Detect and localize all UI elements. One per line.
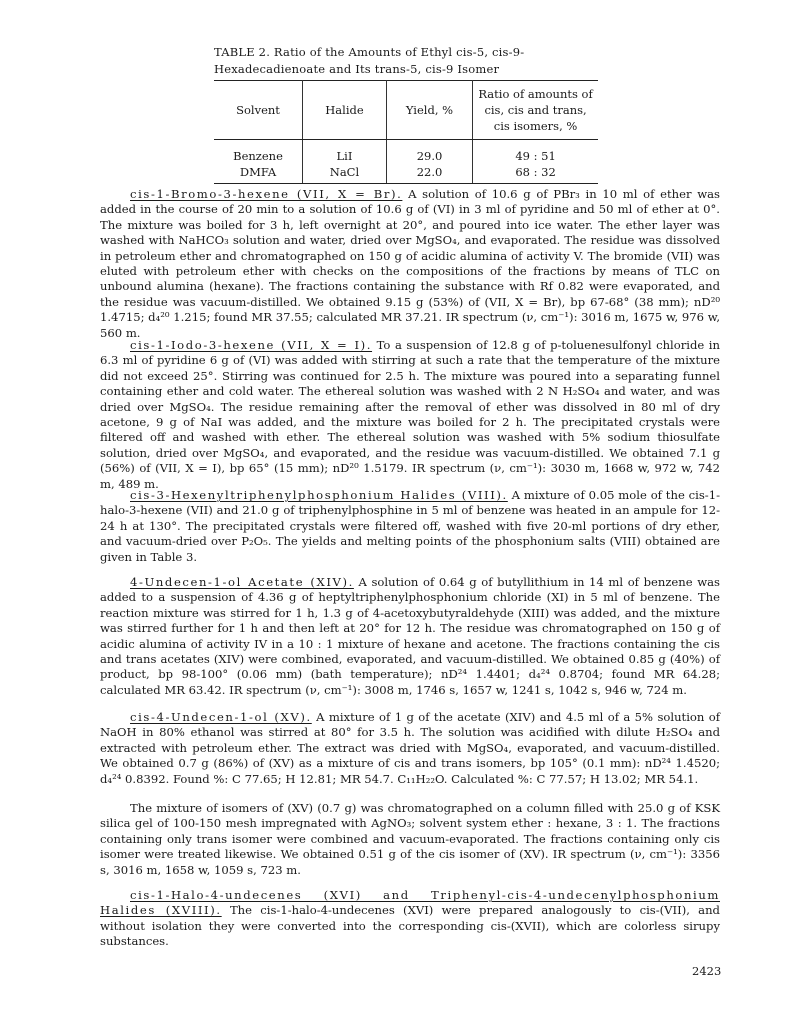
header-ratio: Ratio of amounts of cis, cis and trans, cis isomers, %: [473, 81, 598, 140]
table-cell: DMFA: [214, 164, 303, 184]
paragraph-heading: 4-Undecen-1-ol Acetate (XIV).: [130, 575, 354, 589]
table-cell: 68 : 32: [473, 164, 598, 184]
table-cell: 29.0: [386, 140, 472, 165]
page-number: 2423: [692, 964, 722, 978]
header-yield: Yield, %: [386, 81, 472, 140]
paragraph-haloundecenes: [100, 888, 720, 950]
paragraph-text: The cis-1-halo-4-undecenes (XVI) were prepared analogously to cis-(VII), and without isolation they were converted into the corresponding cis-(XVII), which are colorless sirupy substances.: [100, 903, 720, 949]
table-cell: 49 : 51: [515, 149, 556, 163]
paragraph-isomer-separation: [100, 801, 720, 878]
paragraph-text: A solution of 10.6 g of PBr₃ in 10 ml of ether was added in the course of 20 min to a solution of 10.6 g of (VI) in 3 ml of pyridine and 50 ml of ether at 0°. The mixture was boiled for 3 h, left overnight at 20°, and poured into ice water. The ether layer was washed with NaHCO₃ solution and water, dried over MgSO₄, and evaporated. The residue was dissolved in petroleum ether and chromatographed on 150 g of acidic alumina of activity V. The bromide (VII) was eluted with petroleum ether with checks on the compositions of the fractions by means of TLC on unbound alumina (hexane). The fractions containing the substance with Rf 0.82 were evaporated, and the residue was vacuum-distilled. We obtained 9.15 g (53%) of (VII, X = Br), bp 67-68° (38 mm); nD²⁰ 1.4715; d₄²⁰ 1.215; found MR 37.55; calculated MR 37.21. IR spectrum (ν, cm⁻¹): 3016 m, 1675 w, 976 w, 560 m.: [100, 187, 721, 340]
paragraph-heading: cis-4-Undecen-1-ol (XV).: [130, 710, 312, 724]
paragraph-iodohexene: [100, 338, 720, 492]
table-cell: NaCl: [303, 164, 387, 184]
paragraph-text: A mixture of 0.05 mole of the cis-1-halo-3-hexene (VII) and 21.0 g of triphenylphosphine in 5 ml of benzene was heated in an ampule for 12-24 h at 130°. The precipitated crystals were filtered off, washed with five 20-ml portions of dry ether, and vacuum-dried over P₂O₅. The yields and melting points of the phosphonium salts (VIII) obtained are given in Table 3.: [100, 488, 721, 564]
table-cell: LiI: [303, 140, 387, 165]
header-halide: Halide: [303, 81, 387, 140]
table-cell: 22.0: [386, 164, 472, 184]
paragraph-text: A solution of 0.64 g of butyllithium in 14 ml of benzene was added to a suspension of 4.36 g of heptyltriphenylphosphonium chloride (XI) in 5 ml of benzene. The reaction mixture was stirred for 1 h, 1.3 g of 4-acetoxybutyraldehyde (XIII) was added, and the mixture was stirred further for 1 h and then left at 20° for 12 h. The residue was chromatographed on 150 g of acidic alumina of activity IV in a 10 : 1 mixture of hexane and acetone. The fractions containing the cis and trans acetates (XIV) were combined, evaporated, and vacuum-distilled. We obtained 0.85 g (40%) of product, bp 98-100° (0.06 mm) (bath temperature); nD²⁴ 1.4401; d₄²⁴ 0.8704; found MR 64.28; calculated MR 63.42. IR spectrum (ν, cm⁻¹): 3008 m, 1746 s, 1657 w, 1241 s, 1042 s, 946 w, 724 m.: [100, 575, 721, 697]
table-header-row: [214, 81, 598, 140]
header-solvent: Solvent: [214, 81, 303, 140]
table-row: [214, 140, 598, 165]
paragraph-text: A mixture of 1 g of the acetate (XIV) and 4.5 ml of a 5% solution of NaOH in 80% ethanol was stirred at 80° for 3.5 h. The solution was acidified with dilute H₂SO₄ and extracted with petroleum ether. The extract was dried with MgSO₄, evaporated, and vacuum-distilled. We obtained 0.7 g (86%) of (XV) as a mixture of cis and trans isomers, bp 105° (0.1 mm): nD²⁴ 1.4520; d₄²⁴ 0.8392. Found %: C 77.65; H 12.81; MR 54.7. C₁₁H₂₂O. Calculated %: C 77.57; H 13.02; MR 54.1.: [100, 710, 721, 786]
table-caption: TABLE 2. Ratio of the Amounts of Ethyl cis-5, cis-9-Hexadecadienoate and Its trans-5, cis-9 Isomer: [214, 45, 525, 76]
table-row: [214, 164, 598, 184]
paragraph-heading: cis-1-Halo-4-undecenes (XVI) and Triphenyl-cis-4-undecenylphosphonium Halides (XVIII).: [100, 888, 720, 918]
data-table: [214, 80, 598, 184]
paragraph-text: The mixture of isomers of (XV) (0.7 g) was chromatographed on a column filled with 25.0 g of KSK silica gel of 100-150 mesh impregnated with AgNO₃; solvent system ether : hexane, 3 : 1. The fractions containing only trans isomer were combined and vacuum-evaporated. The fractions containing only cis isomer were treated likewise. We obtained 0.51 g of the cis isomer of (XV). IR spectrum (ν, cm⁻¹): 3356 s, 3016 m, 1658 w, 1059 s, 723 m.: [100, 801, 720, 877]
paragraph-undecenol: [100, 710, 720, 787]
paragraph-phosphonium-halides: [100, 488, 720, 565]
paragraph-heading: cis-1-Iodo-3-hexene (VII, X = I).: [130, 338, 373, 352]
paragraph-bromohexene: [100, 187, 720, 341]
table-cell: Benzene: [214, 140, 303, 165]
paragraph-heading: cis-1-Bromo-3-hexene (VII, X = Br).: [130, 187, 403, 201]
paragraph-undecenol-acetate: [100, 575, 720, 698]
paragraph-heading: cis-3-Hexenyltriphenylphosphonium Halides (VIII).: [130, 488, 508, 502]
paragraph-text: To a suspension of 12.8 g of p-toluenesulfonyl chloride in 6.3 ml of pyridine 6 g of (VI) was added with stirring at such a rate that the temperature of the mixture did not exceed 25°. Stirring was continued for 2.5 h. The mixture was poured into a separating funnel containing ether and cold water. The ethereal solution was washed with 2 N H₂SO₄ and water, and was dried over MgSO₄. The residue remaining after the removal of ether was dissolved in 80 ml of dry acetone, 9 g of NaI was added, and the mixture was boiled for 2 h. The precipitated crystals were filtered off and washed with ether. The ethereal solution was washed with 5% sodium thiosulfate solution, dried over MgSO₄, and evaporated, and the residue was vacuum-distilled. We obtained 7.1 g (56%) of (VII, X = I), bp 65° (15 mm); nD²⁰ 1.5179. IR spectrum (ν, cm⁻¹): 3030 m, 1668 w, 972 w, 742 m, 489 m.: [100, 338, 720, 491]
